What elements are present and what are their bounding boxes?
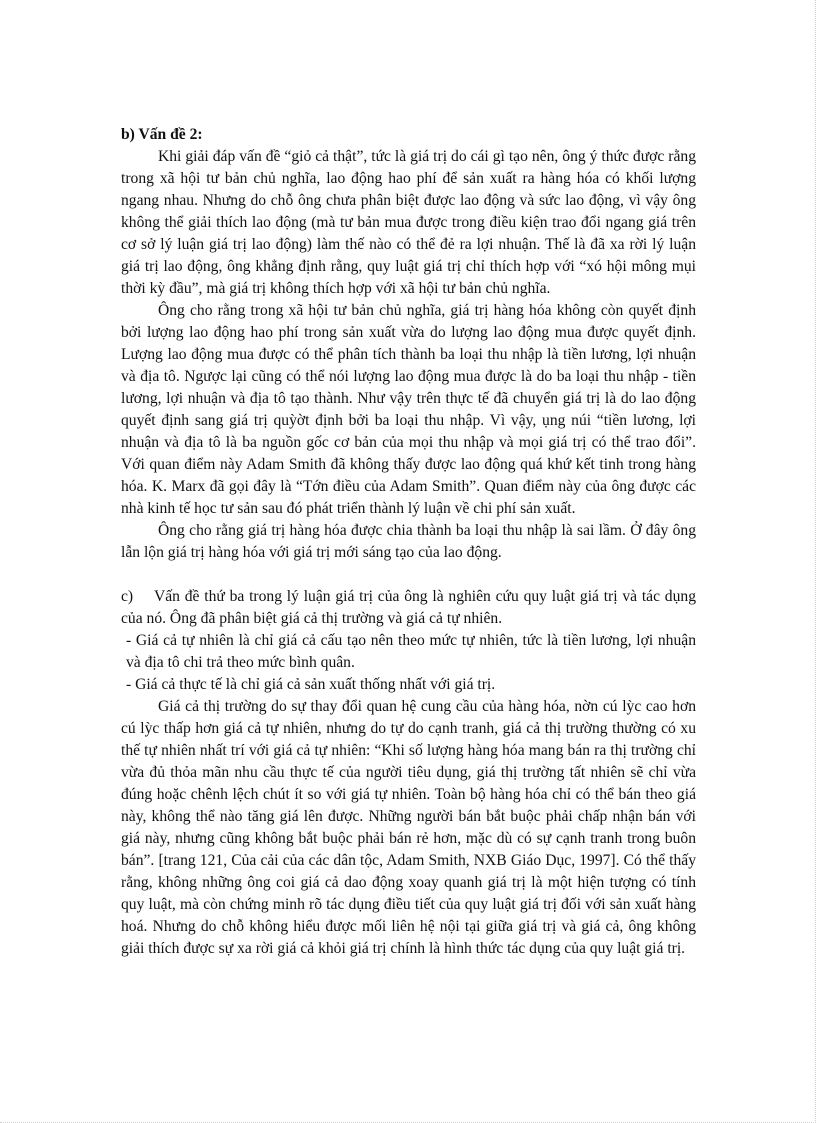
- paragraph-b2: Ông cho rằng trong xã hội tư bản chủ nghĩa, giá trị hàng hóa không còn quyết định bởi lượng lao động hao phí trong sản xuất vừa do lượng lao động mua được quyết định. Lượng lao động mua được có thể phân tích thành ba loại thu nhập là tiền lương, lợi nhuận và địa tô. Ngược lại cũng có thể nói lượng lao động mua được là do ba loại thu nhập - tiền lương, lợi nhuận và địa tô tạo thành. Như vậy trên thực tế đã chuyển giá trị là do lao động quyết định sang giá trị quỳờt định bởi ba loại thu nhập. Vì vậy, ụng núi “tiền lương, lợi nhuận và địa tô là ba nguồn gốc cơ bản của mọi thu nhập và mọi giá trị có thể trao đổi”. Với quan điểm này Adam Smith đã không thấy được lao động quá khứ kết tinh trong hàng hóa. K. Marx đã gọi đây là “Tớn điều của Adam Smith”. Quan điểm này của ông được các nhà kinh tế học tư sản sau đó phát triển thành lý luận về chi phí sản xuất.: [121, 302, 696, 517]
- section-c-intro-text: Vấn đề thứ ba trong lý luận giá trị của ông là nghiên cứu quy luật giá trị và tác dụng của nó. Ông đã phân biệt giá cả thị trường và giá cả tự nhiên.: [121, 588, 696, 627]
- section-c-marker: c): [121, 588, 134, 605]
- paragraph-b1: Khi giải đáp vấn đề “giỏ cả thật”, tức là giá trị do cái gì tạo nên, ông ý thức được rằng trong xã hội tư bản chủ nghĩa, lao động hao phí để sản xuất ra hàng hóa có khối lượng ngang nhau. Nhưng do chỗ ông chưa phân biệt được lao động và sức lao động, vì vậy ông không thể giải thích lao động (mà tư bản mua được trong điều kiện trao đổi ngang giá trên cơ sở lý luận giá trị lao động) làm thế nào có thể đẻ ra lợi nhuận. Thế là đã xa rời lý luận giá trị lao động, ông khẳng định rằng, quy luật giá trị chỉ thích hợp với “xó hội mông mụi thời kỳ đầu”, mà giá trị không thích hợp với xã hội tư bản chủ nghĩa.: [121, 148, 696, 297]
- dash-item-natural-price: - Giá cả tự nhiên là chỉ giá cả cấu tạo nên theo mức tự nhiên, tức là tiền lương, lợi nhuận và địa tô chi trả theo mức bình quân.: [126, 632, 696, 671]
- document-body: [121, 124, 696, 960]
- section-c-intro: [121, 586, 696, 630]
- paragraph-b3: Ông cho rằng giá trị hàng hóa được chia thành ba loại thu nhập là sai lầm. Ở đây ông lẫn lộn giá trị hàng hóa với giá trị mới sáng tạo của lao động.: [121, 522, 696, 561]
- paragraph-c-body: Giá cả thị trường do sự thay đổi quan hệ cung cầu của hàng hóa, nờn cú lỳc cao hơn cú lỳc thấp hơn giá cả tự nhiên, nhưng do tự do cạnh tranh, giá cả thị trường thường có xu thế tự nhiên nhất trí với giá cả tự nhiên: “Khi số lượng hàng hóa mang bán ra thị trường chỉ vừa đủ thỏa mãn nhu cầu thực tế của người tiêu dụng, giá thị trường tất nhiên sẽ chỉ vừa đúng hoặc chênh lệch chút ít so với giá tự nhiên. Toàn bộ hàng hóa chỉ có thể bán theo giá này, không thể nào tăng giá lên được. Những người bán bắt buộc phải chấp nhận bán với giá này, nhưng cũng không bắt buộc phải bán rẻ hơn, mặc dù có sự cạnh tranh trong buôn bán”. [trang 121, Của cải của các dân tộc, Adam Smith, NXB Giáo Dục, 1997]. Có thể thấy rằng, không những ông coi giá cả dao động xoay quanh giá trị là một hiện tượng có tính quy luật, mà còn chứng minh rõ tác dụng điều tiết của quy luật giá trị đối với sản xuất hàng hoá. Nhưng do chỗ không hiểu được mối liên hệ nội tại giữa giá trị và giá cả, ông không giải thích được sự xa rời giá cả khỏi giá trị chính là hình thức tác dụng của quy luật giá trị.: [121, 698, 696, 957]
- paragraph-spacer: [121, 564, 696, 586]
- section-heading: b) Vấn đề 2:: [121, 126, 203, 143]
- dash-item-actual-price: - Giá cả thực tế là chỉ giá cả sản xuất thống nhất với giá trị.: [126, 676, 496, 693]
